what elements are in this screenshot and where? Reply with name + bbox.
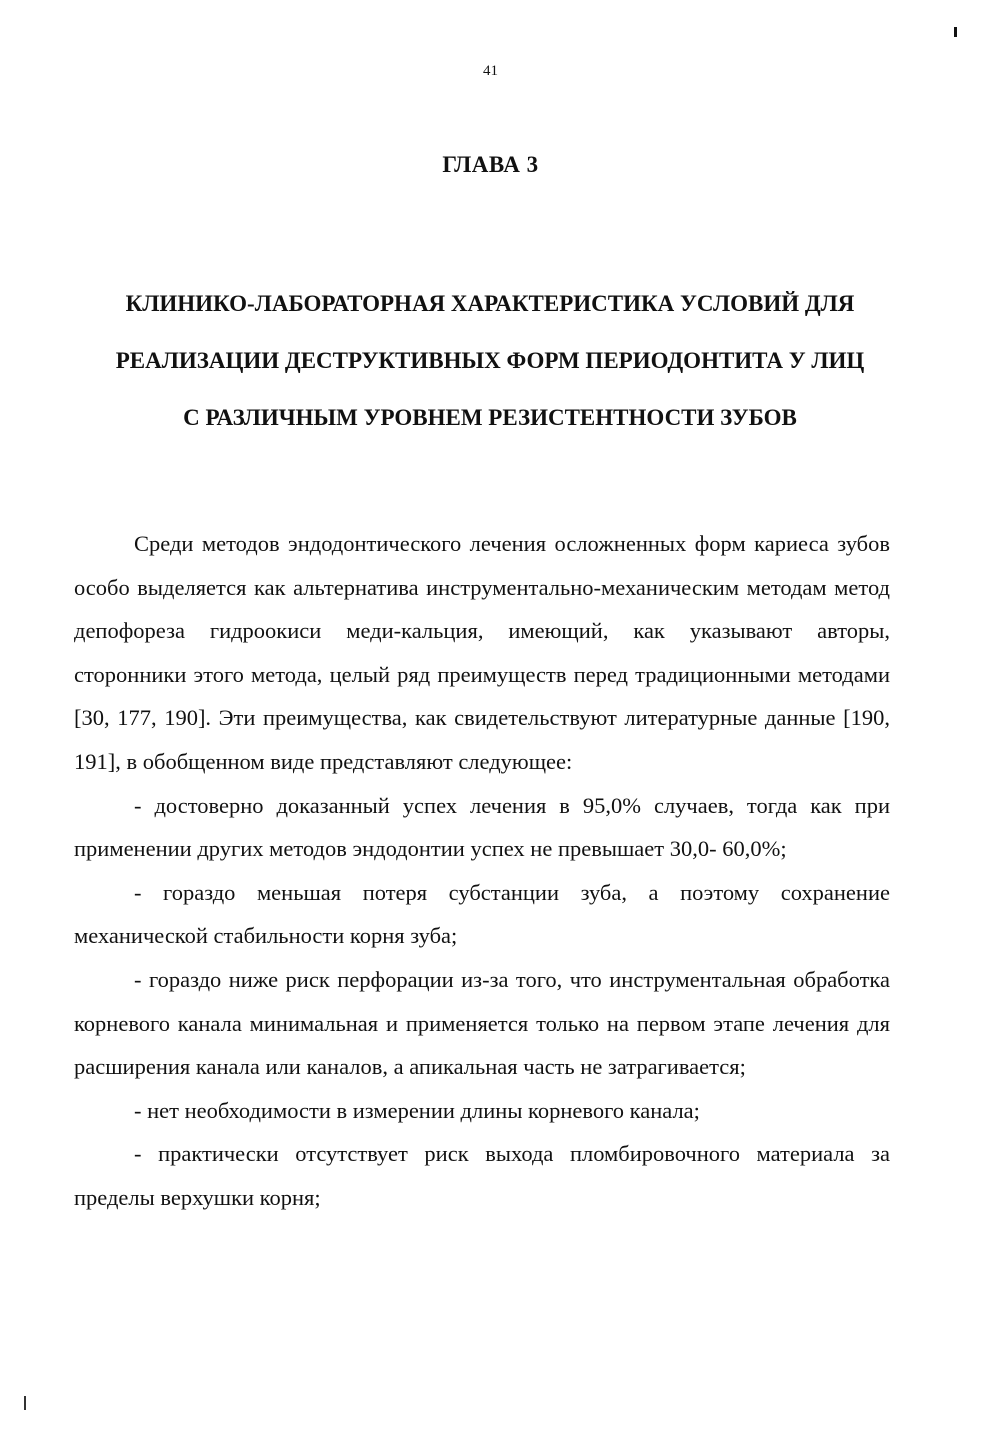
list-item: - практически отсутствует риск выхода пломбировочного материала за пределы верхушки корня; [74, 1141, 890, 1210]
body-text [74, 522, 890, 1220]
chapter-title-line: РЕАЛИЗАЦИИ ДЕСТРУКТИВНЫХ ФОРМ ПЕРИОДОНТИТА У ЛИЦ [115, 348, 865, 373]
paragraph-intro: Среди методов эндодонтического лечения осложненных форм кариеса зубов особо выделяется как альтернатива инструментально-механическим методам метод депофореза гидроокиси меди-кальция, имеющий, как указывают авторы, сторонники этого метода, целый ряд преимуществ перед традиционными методами [30, 177, 190]. Эти преимущества, как свидетельствуют литературные данные [190, 191], в обобщенном виде представляют следующее: [74, 531, 890, 774]
list-item: - гораздо меньшая потеря субстанции зуба, а поэтому сохранение механической стабильности корня зуба; [74, 879, 890, 949]
list-item: - гораздо ниже риск перфорации из-за того, что инструментальная обработка корневого канала минимальная и применяется только на первом этапе лечения для расширения канала или каналов, а апикальная часть не затрагивается; [74, 966, 890, 1080]
chapter-heading: ГЛАВА 3 [442, 152, 539, 177]
chapter-title [60, 275, 920, 446]
chapter-title-line: КЛИНИКО-ЛАБОРАТОРНАЯ ХАРАКТЕРИСТИКА УСЛОВИЙ ДЛЯ [125, 291, 855, 316]
page-number: 41 [483, 63, 498, 79]
list-item: - достоверно доказанный успех лечения в 95,0% случаев, тогда как при применении других методов эндодонтии успех не превышает 30,0- 60,0%; [74, 792, 890, 862]
scan-mark [24, 1396, 26, 1410]
list-item: - нет необходимости в измерении длины корневого канала; [134, 1097, 700, 1123]
scan-mark [954, 27, 957, 37]
chapter-title-line: С РАЗЛИЧНЫМ УРОВНЕМ РЕЗИСТЕНТНОСТИ ЗУБОВ [183, 405, 797, 430]
